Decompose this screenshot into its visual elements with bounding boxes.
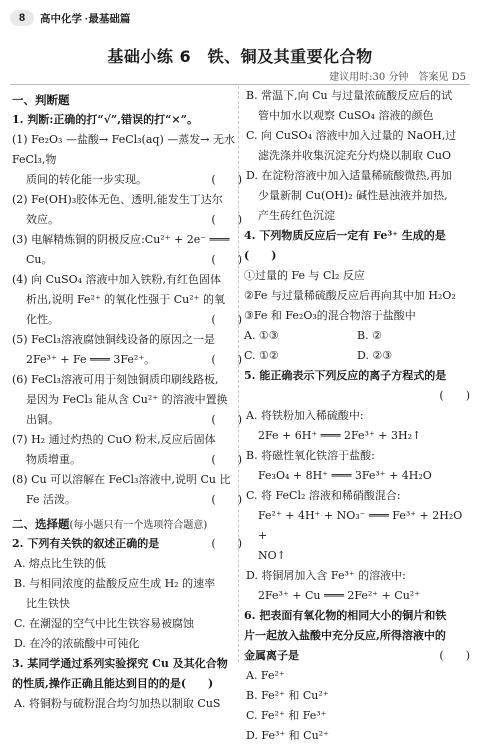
- page-number: 8: [10, 10, 34, 26]
- option-b: B. 与相同浓度的盐酸反应生成 H₂ 的速率: [14, 577, 216, 590]
- option-a: A. 将铜粉与硫粉混合均匀加热以制取 CuS: [14, 697, 221, 710]
- question-2: [12, 534, 242, 654]
- right-column: [244, 86, 470, 746]
- option-d: D. Fe³⁺ 和 Cu²⁺: [246, 729, 329, 742]
- judge-item: [12, 470, 242, 510]
- option-a: A. ①③: [244, 329, 279, 342]
- judge-line: (1) Fe₂O₃ —盐酸→ FeCl₃(aq) —蒸发→ 无水 FeCl₃,物: [12, 133, 235, 166]
- question-6: [244, 606, 470, 746]
- section-judge-heading: 一、判断题: [12, 93, 70, 107]
- header-rule: [10, 84, 470, 85]
- answer-blank: ( ): [211, 253, 242, 266]
- option-b: B. 常温下,向 Cu 与过量浓硫酸反应后的试: [246, 89, 453, 102]
- option-b: B. Fe²⁺ 和 Cu²⁺: [246, 689, 329, 702]
- option-c: C. 向 CuSO₄ 溶液中加入过量的 NaOH,过: [246, 129, 457, 142]
- judge-line: 析出,说明 Fe²⁺ 的氧化性强于 Cu²⁺ 的氧: [26, 293, 225, 306]
- judge-line: (2) Fe(OH)₃胶体无色、透明,能发生丁达尔: [12, 193, 223, 206]
- judge-line: Fe 活泼。: [26, 493, 77, 506]
- question-4-stem: 4. 下列物质反应后一定有 Fe³⁺ 生成的是( ): [244, 229, 446, 262]
- judge-line: (4) 向 CuSO₄ 溶液中加入铁粉,有红色固体: [12, 273, 222, 286]
- section-choice-heading: [12, 516, 242, 532]
- question-5-stem: 5. 能正确表示下列反应的离子方程式的是: [244, 369, 447, 382]
- judge-item: [12, 130, 242, 190]
- option-b-cont: 管中加水以观察 CuSO₄ 溶液的颜色: [258, 109, 434, 122]
- judge-line: 质间的转化能一步实现。: [26, 173, 147, 186]
- judge-line: 2Fe³⁺ + Fe ═══ 3Fe²⁺。: [26, 353, 156, 366]
- judge-line: 效应。: [26, 213, 59, 226]
- judge-item: [12, 430, 242, 470]
- answer-blank: ( ): [439, 649, 470, 662]
- section-choice-note: (每小题只有一个选项符合题意): [69, 520, 208, 531]
- options-row: [244, 346, 470, 366]
- option-c: C. Fe²⁺ 和 Fe³⁺: [246, 709, 327, 722]
- question-6-stem: 6. 把表面有氧化物的相同大小的铜片和铁: [244, 609, 447, 622]
- statement-1: ①过量的 Fe 与 Cl₂ 反应: [244, 269, 365, 282]
- judge-line: 出铜。: [26, 413, 59, 426]
- answer-blank: ( ): [211, 453, 242, 466]
- answer-blank: ( ): [211, 493, 242, 506]
- option-a: A. 熔点比生铁的低: [14, 557, 106, 570]
- judge-item: [12, 330, 242, 370]
- question-5: [244, 366, 470, 606]
- option-c: C. 在潮湿的空气中比生铁容易被腐蚀: [14, 617, 195, 630]
- question-3: [12, 654, 242, 714]
- question-6-stem-cont: 片一起放入盐酸中充分反应,所得溶液中的: [244, 629, 446, 642]
- judge-line: 化性。: [26, 313, 59, 326]
- judge-line: (6) FeCl₃溶液可用于刻蚀铜质印刷线路板,: [12, 373, 219, 386]
- option-c: C. ①②: [244, 349, 279, 362]
- equation-c: Fe²⁺ + 4H⁺ + NO₃⁻ ═══ Fe³⁺ + 2H₂O +: [258, 509, 463, 542]
- series-title: 高中化学 ·最基础篇: [40, 12, 131, 25]
- option-d-cont: 少量新制 Cu(OH)₂ 碱性悬浊液并加热,: [258, 189, 448, 202]
- option-b: B. ②: [357, 329, 382, 342]
- judge-line: (5) FeCl₃溶液腐蚀铜线设备的原因之一是: [12, 333, 215, 346]
- time-and-answer-note: 建议用时:30 分钟 答案见 D5: [329, 72, 466, 83]
- question-6-stem-cont: 金属离子是: [244, 649, 299, 662]
- options-row: [244, 326, 470, 346]
- page-title: 基础小练 6 铁、铜及其重要化合物: [107, 47, 373, 66]
- judge-line: 是因为 FeCl₃ 能从含 Cu²⁺ 的溶液中置换: [26, 393, 228, 406]
- question-3-continued: [244, 86, 470, 226]
- judge-line: (8) Cu 可以溶解在 FeCl₃溶液中,说明 Cu 比: [12, 473, 231, 486]
- judge-line: (7) H₂ 通过灼热的 CuO 粉末,反应后固体: [12, 433, 216, 446]
- answer-blank: ( ): [211, 313, 242, 326]
- question-2-stem: 2. 下列有关铁的叙述正确的是: [12, 537, 160, 550]
- answer-blank: ( ): [211, 173, 242, 186]
- question-1-stem: 1. 判断:正确的打“√”,错误的打“×”。: [12, 113, 198, 126]
- judge-item: [12, 230, 242, 270]
- option-d: D. 在冷的浓硫酸中可钝化: [14, 637, 140, 650]
- judge-item: [12, 190, 242, 230]
- left-column: [12, 86, 242, 714]
- option-d-cont: 产生砖红色沉淀: [258, 209, 335, 222]
- equation-a: 2Fe + 6H⁺ ═══ 2Fe³⁺ + 3H₂↑: [258, 429, 422, 442]
- question-4: [244, 226, 470, 366]
- answer-blank: ( ): [211, 537, 242, 550]
- answer-blank: ( ): [211, 413, 242, 426]
- equation-c-cont: NO↑: [258, 549, 286, 562]
- answer-blank: ( ): [211, 213, 242, 226]
- judge-item: [12, 370, 242, 430]
- option-d: D. ②③: [357, 349, 393, 362]
- judge-items: [12, 130, 242, 510]
- question-3-stem-cont: 的性质,操作正确且能达到目的的是( ): [12, 677, 214, 690]
- equation-d: 2Fe³⁺ + Cu ═══ 2Fe²⁺ + Cu²⁺: [258, 589, 421, 602]
- page-header: [10, 8, 130, 28]
- option-c-cont: 滤洗涤并收集沉淀充分灼烧以制取 CuO: [258, 149, 452, 162]
- option-c: C. 将 FeCl₂ 溶液和稀硝酸混合:: [246, 489, 401, 502]
- option-a: A. 将铁粉加入稀硫酸中:: [246, 409, 364, 422]
- judge-item: [12, 270, 242, 330]
- answer-blank: ( ): [439, 389, 470, 402]
- answer-blank: ( ): [211, 353, 242, 366]
- option-b: B. 将磁性氧化铁溶于盐酸:: [246, 449, 375, 462]
- option-a: A. Fe²⁺: [246, 669, 285, 682]
- judge-line: Cu。: [26, 253, 53, 266]
- section-choice-title: 二、选择题: [12, 517, 70, 531]
- question-3-stem: 3. 某同学通过系列实验探究 Cu 及其化合物: [12, 657, 228, 670]
- option-d: D. 在淀粉溶液中加入适量稀硫酸微热,再加: [246, 169, 452, 182]
- option-b-cont: 比生铁快: [26, 597, 70, 610]
- statement-3: ③Fe 和 Fe₂O₃的混合物溶于盐酸中: [244, 309, 416, 322]
- judge-line: 物质增重。: [26, 453, 81, 466]
- option-d: D. 将铜屑加入含 Fe³⁺ 的溶液中:: [246, 569, 406, 582]
- statement-2: ②Fe 与过量稀硫酸反应后再向其中加 H₂O₂: [244, 289, 456, 302]
- equation-b: Fe₃O₄ + 8H⁺ ═══ 3Fe³⁺ + 4H₂O: [258, 469, 432, 482]
- judge-line: (3) 电解精炼铜的阴极反应:Cu²⁺ + 2e⁻ ═══: [12, 233, 230, 246]
